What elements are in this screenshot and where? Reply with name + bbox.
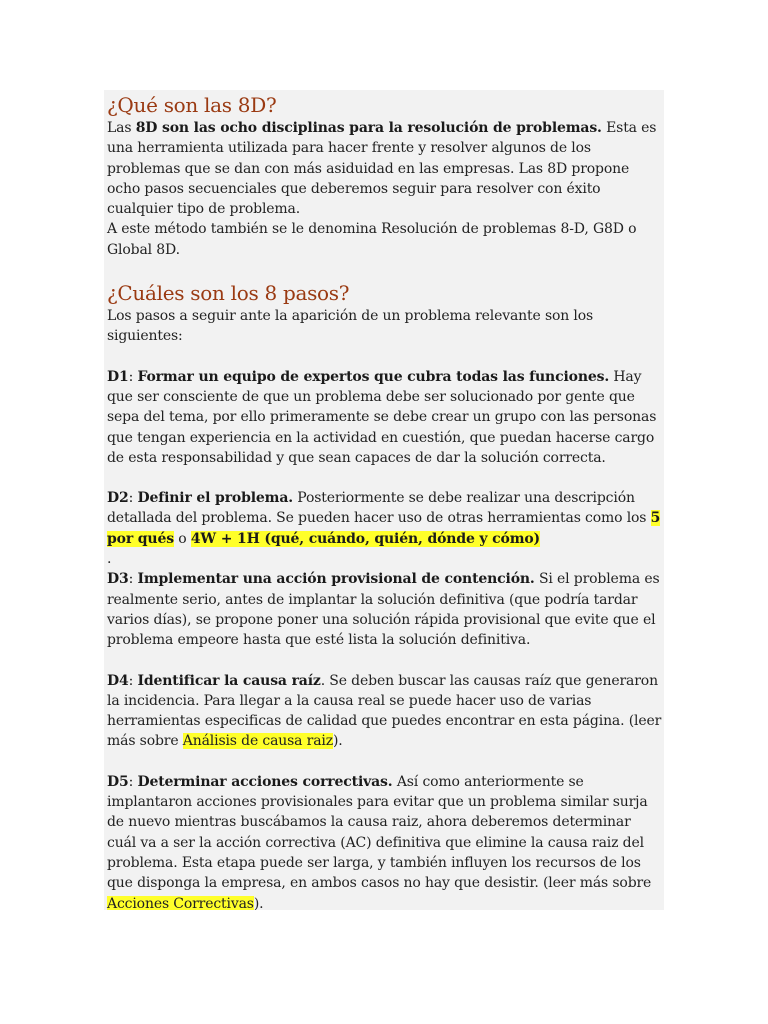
bold-8d-definition: 8D son las ocho disciplinas para la resolución de problemas. [135, 120, 602, 136]
step-d2-heading: Definir el problema. [137, 490, 293, 507]
link-acciones-correctivas[interactable]: Acciones Correctivas [107, 895, 254, 910]
step-d4-end: ). [332, 733, 343, 750]
step-d4-label: D4 [107, 672, 129, 689]
step-d5-end: ). [253, 895, 264, 910]
step-d2-label: D2 [107, 490, 129, 507]
step-d3-text: Si el problema es realmente serio, antes de implantar la solución definitiva (que podría tardar varios días), se propone poner una solución rápida provisional que evite que el problema empeore hasta que esté lista la solución definitiva. [107, 571, 660, 649]
step-d3-heading: Implementar una acción provisional de contención. [137, 571, 535, 588]
step-d5: D5: Determinar acciones correctivas. Así como anteriormente se implantaron acciones provisionales para evitar que un problema similar surja de nuevo mientras buscábamos la causa raiz, ahora deberemos determinar cuál va a ser la acción correctiva (AC) definitiva que elimine la causa raiz del problema. Esta etapa puede ser larga, y también influyen los recursos de los que disponga la empresa, en ambos casos no hay que desistir. (leer más sobre Acciones Correctivas). [107, 773, 652, 910]
heading-what-are-8d: ¿Qué son las 8D? [107, 93, 277, 117]
text-8d-description: Esta es una herramienta utilizada para hacer frente y resolver algunos de los problemas que se dan con más asiduidad en las empresas. Las 8D propone ocho pasos secuenciales que deberemos seguir para resolver con éxito cualquier tipo de problema. [107, 120, 657, 218]
step-d4-text: . Se deben buscar las causas raíz que generaron la incidencia. Para llegar a la causa real se puede hacer uso de varias herramientas especificas de calidad que puedes encontrar en esta página. (leer más sobre [107, 672, 662, 750]
document-content [107, 90, 662, 910]
paragraph-steps-intro: Los pasos a seguir ante la aparición de un problema relevante son los siguientes: [107, 308, 594, 345]
step-d4-heading: Identificar la causa raíz [137, 672, 321, 689]
step-d5-text: Así como anteriormente se implantaron acciones provisionales para evitar que un problema similar surja de nuevo mientras buscábamos la causa raiz, ahora deberemos determinar cuál va a ser la acción correctiva (AC) definitiva que elimine la causa raiz del problema. Esta etapa puede ser larga, y también influyen los recursos de los que disponga la empresa, en ambos casos no hay que desistir. (leer más sobre [107, 773, 652, 892]
step-d1-heading: Formar un equipo de expertos que cubra todas las funciones. [137, 368, 610, 385]
step-d2-end: . [107, 551, 112, 568]
step-d1-label: D1 [107, 368, 129, 385]
step-d2-text: Posteriormente se debe realizar una descripción detallada del problema. Se pueden hacer uso de otras herramientas como los [107, 490, 651, 527]
step-d5-label: D5 [107, 773, 129, 790]
step-d1-text: Hay que ser consciente de que un problema debe ser solucionado por gente que sepa del tema, por ello primeramente se debe crear un grupo con las personas que tengan experiencia en la actividad en cuestión, que puedan hacerse cargo de esta responsabilidad y que sean capaces de dar la solución correcta. [107, 368, 657, 466]
paragraph-8d-aliases: A este método también se le denomina Resolución de problemas 8-D, G8D o Global 8D. [107, 221, 637, 258]
paragraph-8d-definition [107, 118, 662, 219]
document-page [104, 90, 664, 910]
link-5-por-ques[interactable]: 5 por qués [107, 510, 661, 547]
link-analisis-causa-raiz[interactable]: Análisis de causa raiz [182, 733, 333, 750]
step-d3: D3: Implementar una acción provisional de contención. Si el problema es realmente serio, antes de implantar la solución definitiva (que podría tardar varios días), se propone poner una solución rápida provisional que evite que el problema empeore hasta que esté lista la solución definitiva. [107, 571, 660, 649]
step-d4: D4: Identificar la causa raíz. Se deben buscar las causas raíz que generaron la incidencia. Para llegar a la causa real se puede hacer uso de varias herramientas especificas de calidad que puedes encontrar en esta página. (leer más sobre Análisis de causa raiz). [107, 672, 662, 750]
link-4w-1h[interactable]: 4W + 1H (qué, cuándo, quién, dónde y cómo) [190, 530, 541, 547]
step-d5-heading: Determinar acciones correctivas. [137, 773, 393, 790]
text-las: Las [107, 120, 136, 136]
step-d3-label: D3 [107, 571, 129, 588]
step-d2-or: o [173, 530, 191, 547]
heading-which-steps: ¿Cuáles son los 8 pasos? [107, 281, 350, 306]
step-d1: D1: Formar un equipo de expertos que cubra todas las funciones. Hay que ser consciente de que un problema debe ser solucionado por gente que sepa del tema, por ello primeramente se debe crear un grupo con las personas que tengan experiencia en la actividad en cuestión, que puedan hacerse cargo de esta responsabilidad y que sean capaces de dar la solución correcta. [107, 368, 657, 466]
step-d2: D2: Definir el problema. Posteriormente se debe realizar una descripción detallada del problema. Se pueden hacer uso de otras herramientas como los 5 por qués o 4W + 1H (qué, cuándo, quién, dónde y cómo) . [107, 490, 661, 568]
